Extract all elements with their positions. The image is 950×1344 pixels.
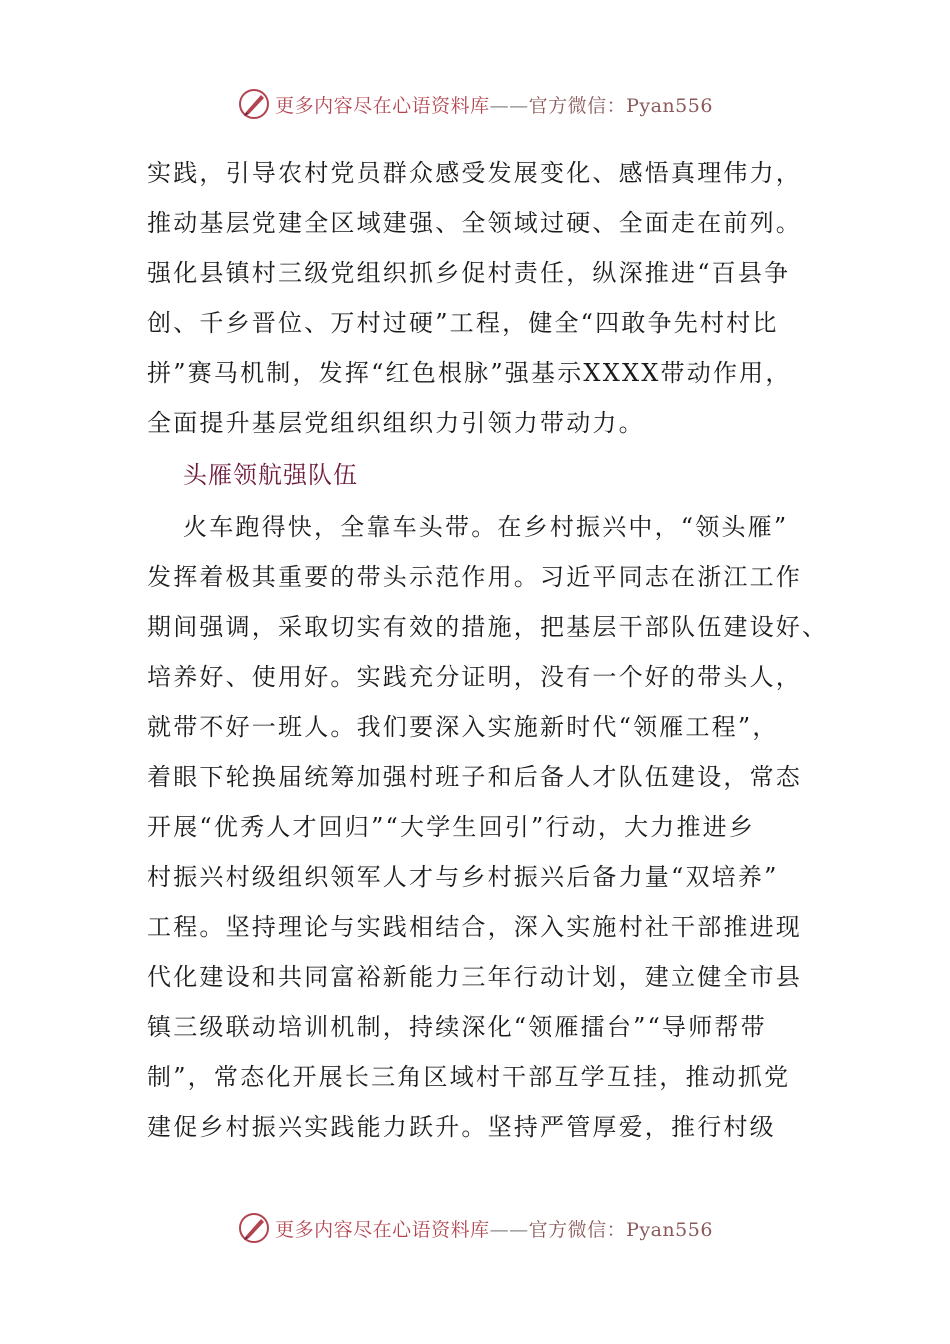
text-line: 创、千乡晋位、万村过硬”工程，健全“四敢争先村村比 — [147, 309, 779, 337]
paragraph-1 — [147, 148, 827, 448]
footer-banner — [0, 1208, 950, 1248]
pen-logo-icon — [237, 1211, 271, 1245]
paragraph-2 — [147, 502, 827, 1152]
text-line: 发挥着极其重要的带头示范作用。习近平同志在浙江工作 — [147, 563, 802, 591]
text-line: 全面提升基层党组织组织力引领力带动力。 — [147, 409, 645, 437]
text-line: 培养好、使用好。实践充分证明，没有一个好的带头人， — [147, 663, 802, 691]
text-line: 村振兴村级组织领军人才与乡村振兴后备力量“双培养” — [147, 863, 779, 891]
text-line: 拼”赛马机制，发挥“红色根脉”强基示XXXX带动作用， — [147, 359, 792, 387]
pen-logo-icon — [237, 87, 271, 121]
document-body — [147, 148, 827, 1152]
text-line: 建促乡村振兴实践能力跃升。坚持严管厚爱，推行村级 — [147, 1113, 776, 1141]
text-line: 实践，引导农村党员群众感受发展变化、感悟真理伟力， — [147, 159, 802, 187]
text-line: 工程。坚持理论与实践相结合，深入实施村社干部推进现 — [147, 913, 802, 941]
section-heading: 头雁领航强队伍 — [183, 461, 358, 489]
text-line: 着眼下轮换届统筹加强村班子和后备人才队伍建设，常态 — [147, 763, 802, 791]
text-line: 制”，常态化开展长三角区域村干部互学互挂，推动抓党 — [147, 1063, 791, 1091]
banner-text: 更多内容尽在心语资料库——官方微信：Pyan556 — [275, 94, 713, 117]
text-line: 开展“优秀人才回归”“大学生回引”行动，大力推进乡 — [147, 813, 756, 841]
text-line: 代化建设和共同富裕新能力三年行动计划，建立健全市县 — [147, 963, 802, 991]
text-line: 强化县镇村三级党组织抓乡促村责任，纵深推进“百县争 — [147, 259, 791, 287]
header-banner — [0, 84, 950, 124]
text-line: 推动基层党建全区域建强、全领域过硬、全面走在前列。 — [147, 209, 802, 237]
text-line: 火车跑得快，全靠车头带。在乡村振兴中，“领头雁” — [183, 513, 789, 541]
text-line: 期间强调，采取切实有效的措施，把基层干部队伍建设好、 — [147, 613, 829, 641]
text-line: 镇三级联动培训机制，持续深化“领雁擂台”“导师帮带 — [147, 1013, 767, 1041]
banner-text: 更多内容尽在心语资料库——官方微信：Pyan556 — [275, 1218, 713, 1241]
text-line: 就带不好一班人。我们要深入实施新时代“领雁工程”， — [147, 713, 779, 741]
